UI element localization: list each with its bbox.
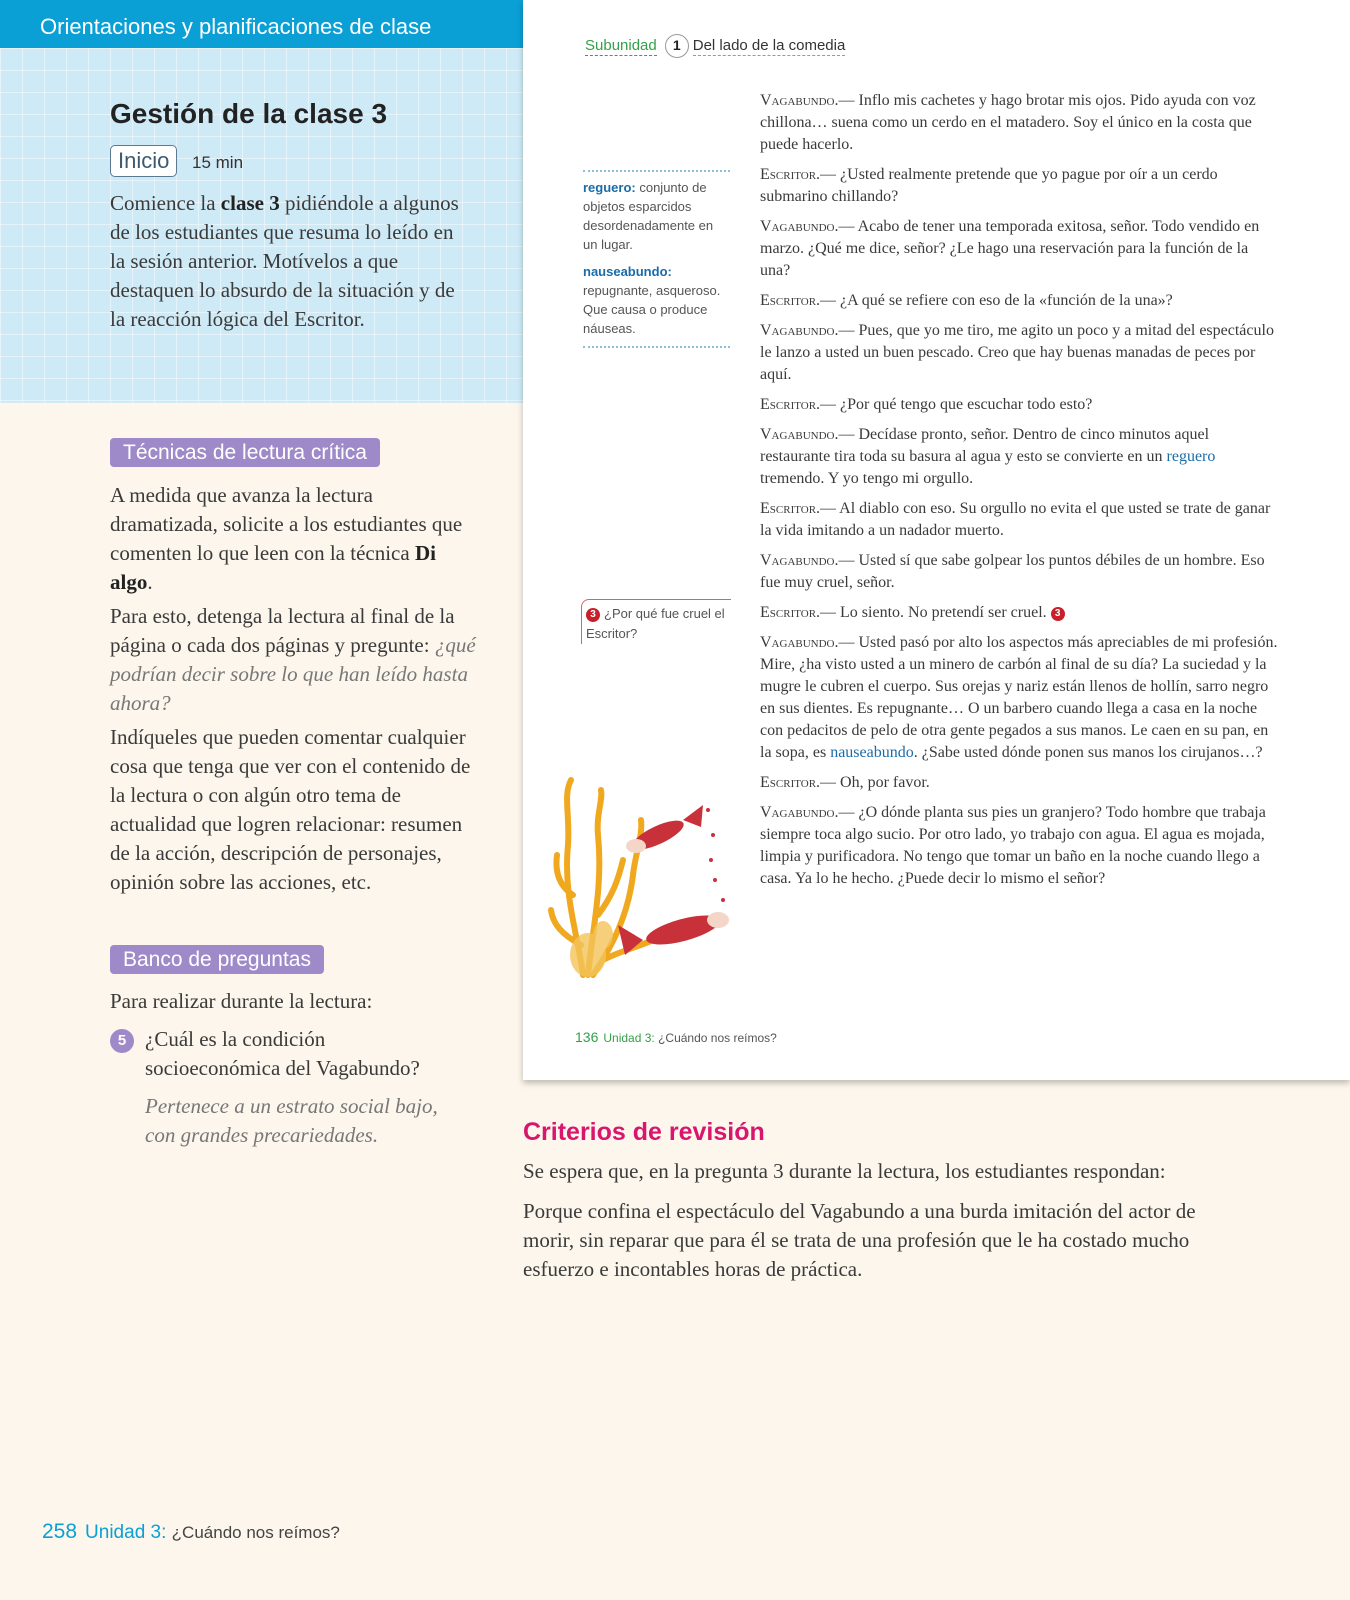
banco-question: ¿Cuál es la condición socioeconómica del Vagabundo? [145, 1027, 420, 1080]
dialog-text [760, 90, 1280, 898]
question-number-badge: 5 [110, 1029, 134, 1053]
dialog-line: Escritor.— Al diablo con eso. Su orgullo no evita el que usted se trate de ganar la vida imitando a un nadador muerto. [760, 500, 1271, 539]
criterios-paragraph-1: Se espera que, en la pregunta 3 durante la lectura, los estudiantes respondan: [523, 1159, 1166, 1183]
book-footer-title: ¿Cuándo nos reímos? [658, 1031, 777, 1045]
side-question: 3 ¿Por qué fue cruel el Escritor? [581, 599, 731, 644]
dialog-line: Vagabundo.— Acabo de tener una temporada exitosa, señor. Todo vendido en marzo. ¿Qué me dice, señor? ¿Le hago una reservación para la función de la una? [760, 218, 1260, 279]
question-badge: 3 [586, 608, 600, 622]
gestion-title: Gestión de la clase 3 [110, 98, 388, 129]
footer-title: ¿Cuándo nos reímos? [171, 1523, 340, 1542]
page-number: 258 [42, 1520, 78, 1543]
subunit-title: Del lado de la comedia [692, 37, 846, 54]
book-footer [575, 1029, 777, 1045]
dialog-line: Vagabundo.— ¿O dónde planta sus pies un granjero? Todo hombre que trabaja siempre toca algo sucio. Por otro lado, yo trabajo con agua. El agua es mojada, limpia y purificadora. No tengo que tomar un baño en la noche cuando llego a casa. Ya lo he hecho. ¿Puede decir lo mismo el señor? [760, 804, 1266, 887]
book-page [523, 0, 1350, 1080]
dialog-line: Escritor.— ¿Por qué tengo que escuchar todo esto? [760, 396, 1093, 413]
dialog-line: Vagabundo.— Pues, que yo me tiro, me agito un poco y a mitad del espectáculo le lanzo a usted un buen pescado. Creo que hay buenas manadas de peces por aquí. [760, 322, 1274, 383]
tecnicas-paragraph-2: Para esto, detenga la lectura al final de la página o cada dos páginas y pregunte: ¿qué podrían decir sobre lo que han leído hasta ahora? [110, 604, 476, 715]
dialog-line: Escritor.— Oh, por favor. [760, 774, 930, 791]
subunit-number: 1 [665, 34, 689, 58]
gestion-intro: Comience la clase 3 pidiéndole a algunos de los estudiantes que resuma lo leído en la sesión anterior. Motívelos a que destaquen lo absurdo de la situación y de la reacción lógica del Escritor. [110, 191, 459, 331]
page-footer [42, 1520, 340, 1544]
dialog-line: Vagabundo.— Usted sí que sabe golpear los puntos débiles de un hombre. Eso fue muy cruel, señor. [760, 552, 1265, 591]
footer-unit: Unidad 3: [85, 1522, 167, 1543]
tecnicas-paragraph-3: Indíqueles que pueden comentar cualquier cosa que tenga que ver con el contenido de la lectura o con algún otro tema de actualidad que logren relacionar: resumen de la acción, descripción de personajes, opinión sobre las acciones, etc. [110, 725, 471, 894]
glossary-box [583, 170, 730, 348]
glossary-link-nauseabundo: nauseabundo [830, 744, 914, 761]
subunit-header [585, 34, 845, 58]
banco-intro: Para realizar durante la lectura: [110, 989, 373, 1013]
dialog-line: Escritor.— Lo siento. No pretendí ser cruel. 3 [760, 602, 1280, 624]
dialog-line: Vagabundo.— Inflo mis cachetes y hago brotar mis ojos. Pido ayuda con voz chillona… suena como un cerdo en el matadero. Soy el único en la costa que puede hacerlo. [760, 92, 1256, 153]
book-page-number: 136 [575, 1029, 599, 1045]
criterios-paragraph-2: Porque confina el espectáculo del Vagabundo a una burda imitación del actor de morir, sin reparar que para él se trata de una profesión que le ha costado mucho esfuerzo e incontables horas de práctica. [523, 1199, 1196, 1281]
header-title: Orientaciones y planificaciones de clase [40, 14, 432, 39]
banco-tag: Banco de preguntas [110, 945, 324, 974]
dialog-line: Escritor.— ¿Usted realmente pretende que yo pague por oír a un cerdo submarino chillando? [760, 166, 1218, 205]
criterios-title: Criterios de revisión [523, 1118, 765, 1146]
dialog-line: Vagabundo.— Decídase pronto, señor. Dentro de cinco minutos aquel restaurante tira toda su basura al agua y esto se convierte en un reguero tremendo. Y yo tengo mi orgullo. [760, 426, 1216, 487]
seaweed-fish-illustration [543, 775, 733, 985]
banco-answer: Pertenece a un estrato social bajo, con grandes precariedades. [145, 1094, 438, 1147]
tecnicas-tag: Técnicas de lectura crítica [110, 438, 380, 467]
subunit-label: Subunidad [585, 37, 657, 54]
fish-icon [626, 805, 703, 855]
question-badge: 3 [1051, 607, 1065, 621]
inicio-label: Inicio [110, 145, 177, 177]
header-band [0, 0, 523, 48]
glossary-link-reguero: reguero [1166, 448, 1216, 465]
dialog-line: Escritor.— ¿A qué se refiere con eso de la «función de la una»? [760, 292, 1173, 309]
glossary-entry: nauseabundo: repugnante, asqueroso. Que causa o produce náuseas. [583, 264, 721, 336]
inicio-duration: 15 min [192, 153, 244, 172]
glossary-entry: reguero: conjunto de objetos esparcidos desordenadamente en un lugar. [583, 180, 714, 252]
dialog-line: Vagabundo.— Usted pasó por alto los aspectos más apreciables de mi profesión. Mire, ¿ha visto usted a un minero de carbón al final de su día? La suciedad y la mugre le cubren el cuerpo. Sus orejas y nariz están llenos de hollín, sarro negro en sus dientes. Es repugnante… O un barbero cuando llega a casa en la noche con pedacitos de pelo de otra gente pegados a sus manos. Le caen en su pan, en la sopa, es nauseabundo. ¿Sabe usted dónde ponen sus manos los cirujanos…? [760, 634, 1278, 761]
book-footer-unit: Unidad 3: [603, 1031, 655, 1045]
tecnicas-paragraph-1: A medida que avanza la lectura dramatizada, solicite a los estudiantes que comenten lo que leen con la técnica Di algo. [110, 483, 463, 594]
